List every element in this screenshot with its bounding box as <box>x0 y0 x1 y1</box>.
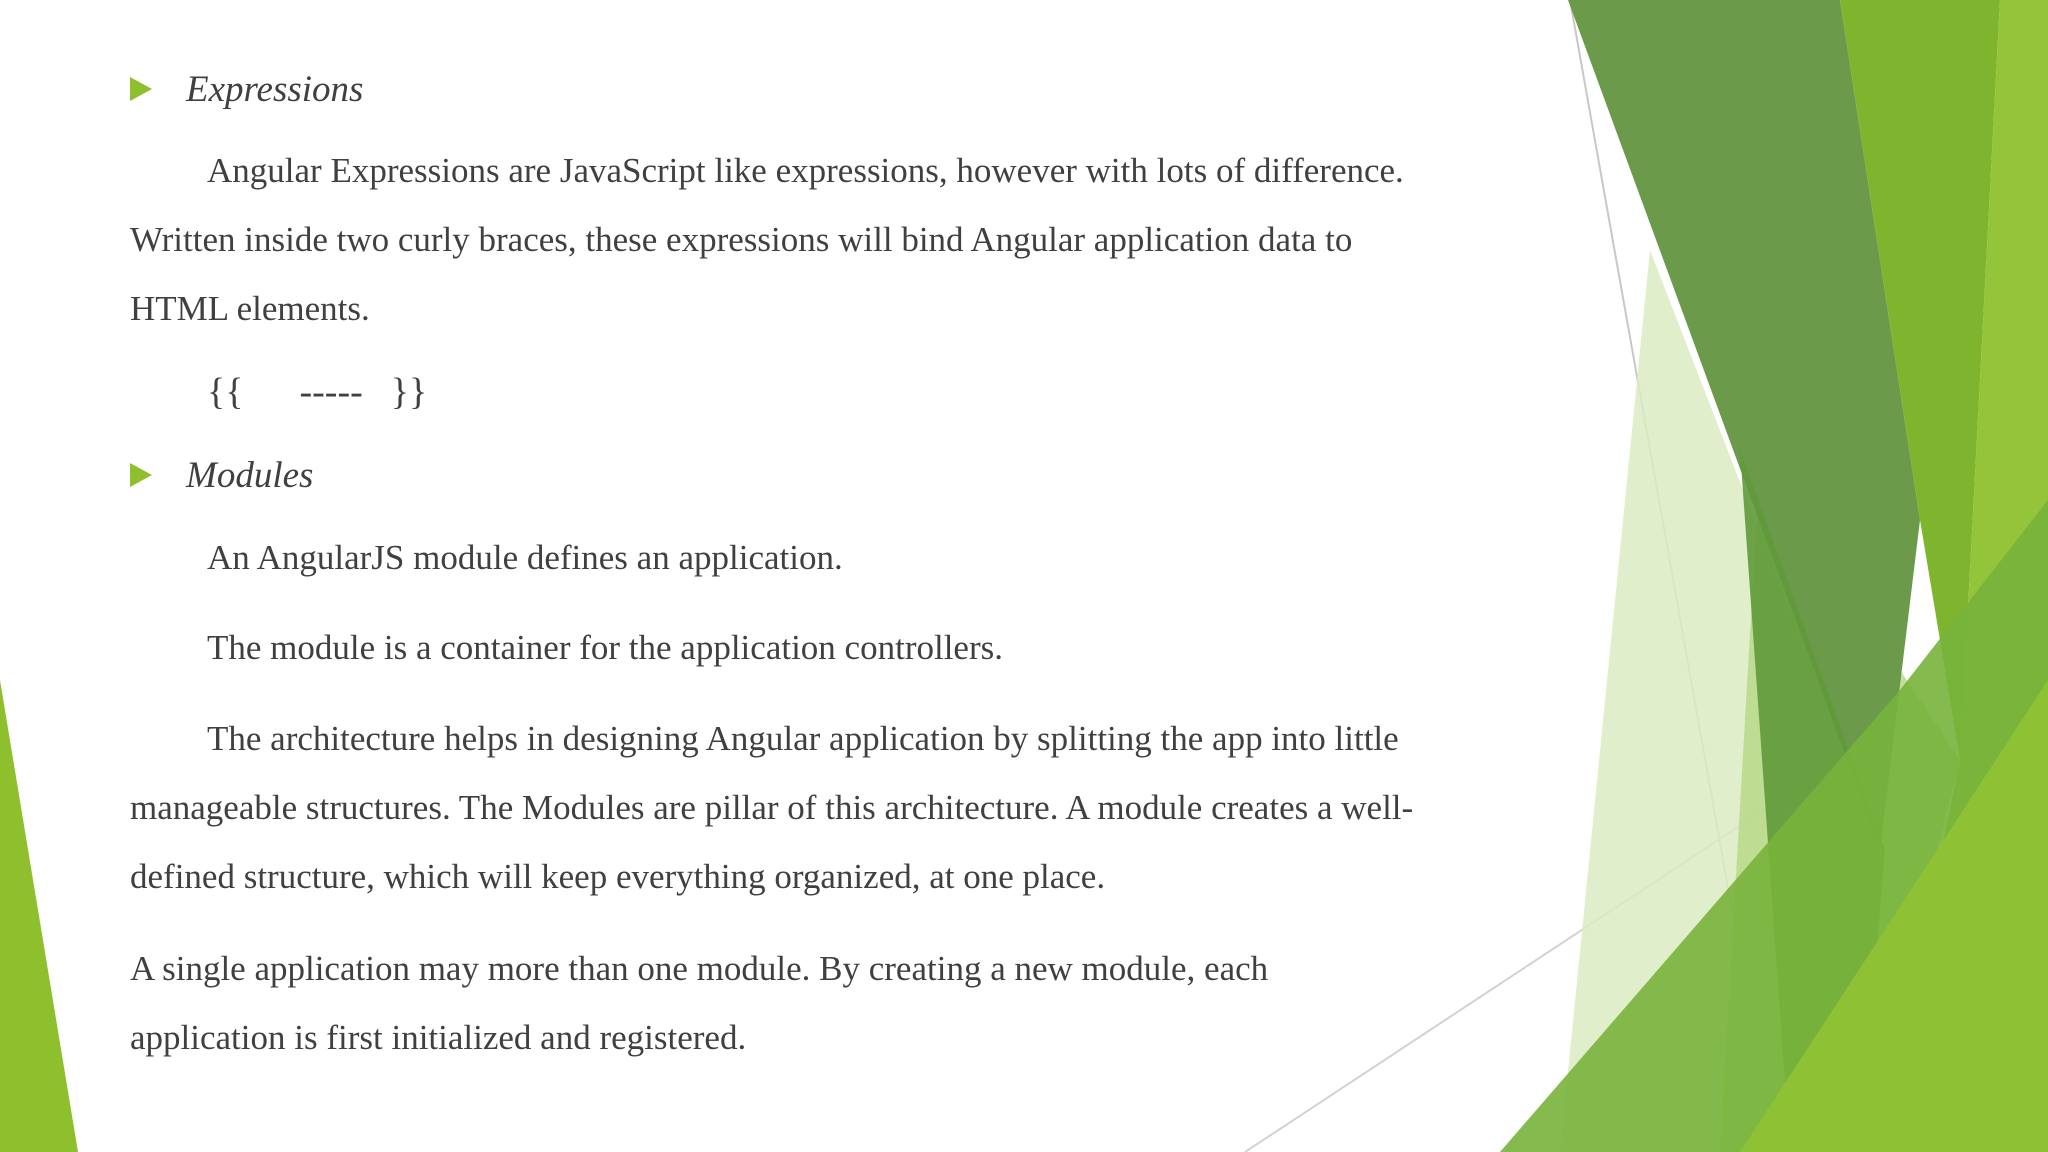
paragraph-line: The architecture helps in designing Angular application by splitting the app into little <box>207 719 1399 758</box>
triangle-bullet-icon <box>130 77 152 101</box>
expression-syntax <box>207 370 427 414</box>
paragraph-line: Written inside two curly braces, these expressions will bind Angular application data to <box>130 220 1353 259</box>
close-braces: }} <box>390 371 428 413</box>
paragraph-line: defined structure, which will keep everything organized, at one place. <box>130 857 1106 896</box>
paragraph-line: A single application may more than one module. By creating a new module, each <box>130 949 1269 988</box>
paragraph-line: An AngularJS module defines an application. <box>207 538 843 577</box>
bullet-expressions <box>130 64 363 114</box>
modules-paragraph-4 <box>130 934 1268 1072</box>
modules-paragraph-1 <box>130 523 843 592</box>
open-braces: {{ <box>207 371 244 413</box>
paragraph-line: The module is a container for the application controllers. <box>207 628 1003 667</box>
modules-paragraph-2 <box>130 613 1003 682</box>
syntax-placeholder: ----- <box>299 371 363 413</box>
bullet-modules <box>130 450 313 500</box>
expressions-paragraph <box>130 136 1404 343</box>
heading-modules: Modules <box>186 454 314 496</box>
paragraph-line: HTML elements. <box>130 289 370 328</box>
paragraph-line: application is first initialized and registered. <box>130 1018 747 1057</box>
triangle-bullet-icon <box>130 463 152 487</box>
paragraph-line: manageable structures. The Modules are pillar of this architecture. A module creates a well- <box>130 788 1414 827</box>
paragraph-line: Angular Expressions are JavaScript like expressions, however with lots of difference. <box>207 151 1404 190</box>
modules-paragraph-3 <box>130 704 1413 911</box>
heading-expressions: Expressions <box>186 68 364 110</box>
